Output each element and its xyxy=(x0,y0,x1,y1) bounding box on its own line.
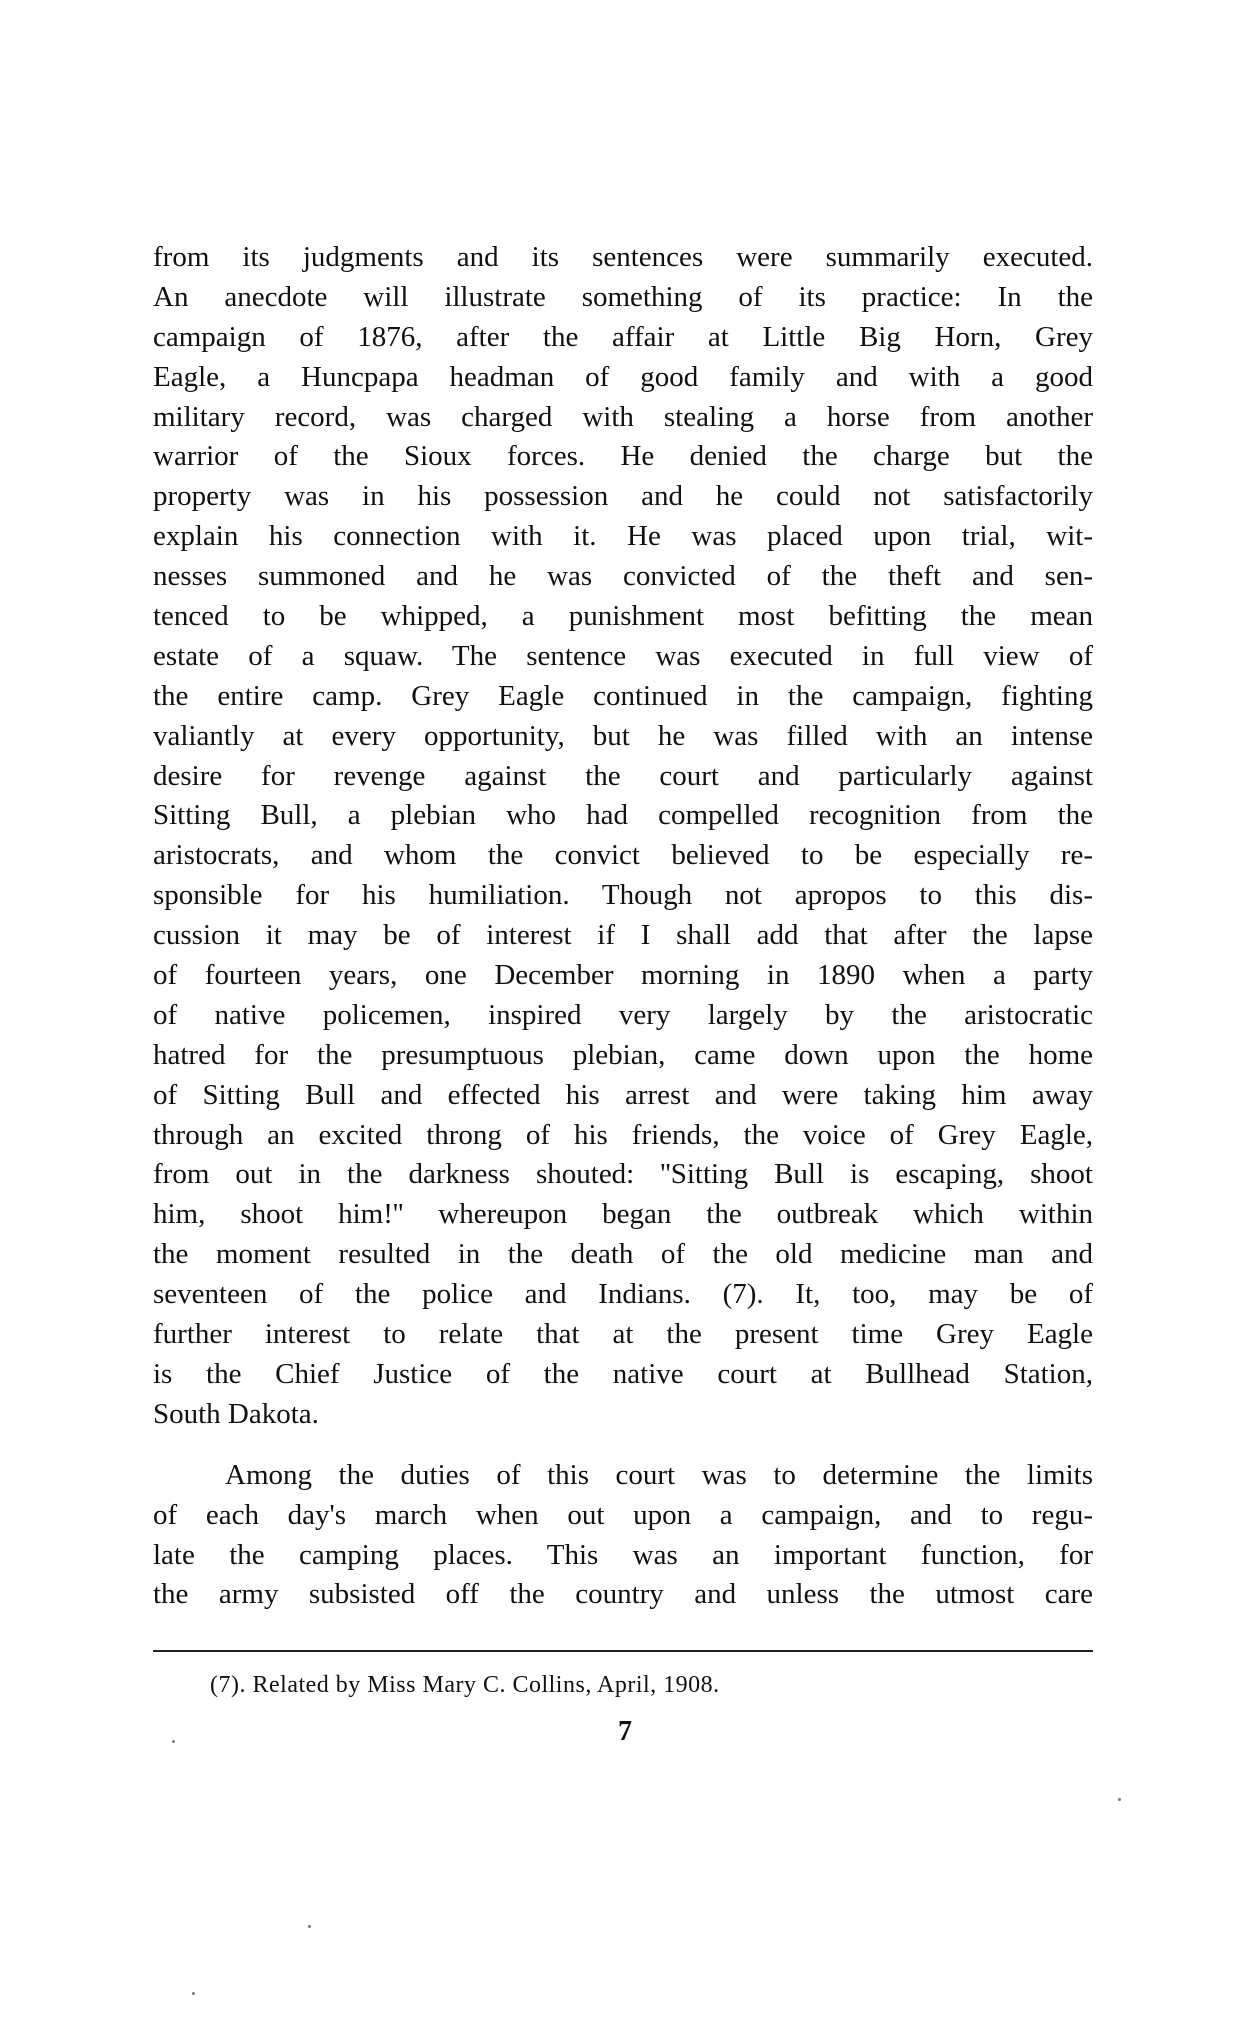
text-line: nesses summoned and he was convicted of the theft and sen- xyxy=(153,560,1093,593)
text-line: aristocrats, and whom the convict believed to be especially re- xyxy=(153,839,1093,872)
text-line: campaign of 1876, after the affair at Little Big Horn, Grey xyxy=(153,320,1093,353)
paragraph-2 xyxy=(153,1456,1093,1616)
text-line: warrior of the Sioux forces. He denied the charge but the xyxy=(153,440,1093,473)
text-line: is the Chief Justice of the native court at Bullhead Station, xyxy=(153,1357,1093,1390)
text-line: hatred for the presumptuous plebian, came down upon the home xyxy=(153,1038,1093,1071)
text-line: the moment resulted in the death of the old medicine man and xyxy=(153,1238,1093,1271)
body-text xyxy=(153,238,1093,1615)
text-line: further interest to relate that at the present time Grey Eagle xyxy=(153,1318,1093,1351)
text-line: of native policemen, inspired very largely by the aristocratic xyxy=(153,998,1093,1031)
text-line: valiantly at every opportunity, but he was filled with an intense xyxy=(153,719,1093,752)
paragraph-1 xyxy=(153,238,1093,1435)
text-line: cussion it may be of interest if I shall add that after the lapse xyxy=(153,919,1093,952)
paragraph-gap xyxy=(153,1435,1093,1456)
text-line: An anecdote will illustrate something of its practice: In the xyxy=(153,280,1093,313)
text-line: from its judgments and its sentences were summarily executed. xyxy=(153,241,1093,273)
scan-speck xyxy=(172,1740,175,1743)
text-line: sponsible for his humiliation. Though not apropos to this dis- xyxy=(153,879,1093,912)
text-line: explain his connection with it. He was placed upon trial, wit- xyxy=(153,520,1093,553)
text-line: of fourteen years, one December morning in 1890 when a party xyxy=(153,959,1093,992)
text-line: through an excited throng of his friends, the voice of Grey Eagle, xyxy=(153,1118,1093,1151)
text-line: seventeen of the police and Indians. (7). It, too, may be of xyxy=(153,1278,1093,1311)
text-line: tenced to be whipped, a punishment most befitting the mean xyxy=(153,600,1093,633)
text-line: military record, was charged with stealing a horse from another xyxy=(153,400,1093,433)
text-line: him, shoot him!'' whereupon began the outbreak which within xyxy=(153,1198,1093,1231)
text-line: Eagle, a Huncpapa headman of good family and with a good xyxy=(153,360,1093,393)
text-line: South Dakota. xyxy=(153,1397,319,1430)
text-line: from out in the darkness shouted: ''Sitting Bull is escaping, shoot xyxy=(153,1158,1093,1191)
text-line: the army subsisted off the country and unless the utmost care xyxy=(153,1578,1093,1611)
text-line: property was in his possession and he could not satisfactorily xyxy=(153,480,1093,513)
scan-speck xyxy=(192,1992,195,1995)
text-line: of each day's march when out upon a campaign, and to regu- xyxy=(153,1498,1093,1531)
text-line: the entire camp. Grey Eagle continued in the campaign, fighting xyxy=(153,679,1093,712)
scan-speck xyxy=(308,1925,311,1928)
page-number: 7 xyxy=(618,1716,632,1747)
text-line: Sitting Bull, a plebian who had compelled recognition from the xyxy=(153,799,1093,832)
text-line: Among the duties of this court was to determine the limits xyxy=(225,1458,1093,1491)
footnote: (7). Related by Miss Mary C. Collins, April, 1908. xyxy=(210,1672,720,1698)
scan-speck xyxy=(1118,1798,1121,1801)
text-line: of Sitting Bull and effected his arrest and were taking him away xyxy=(153,1078,1093,1111)
footnote-rule xyxy=(153,1650,1093,1652)
text-line: desire for revenge against the court and particularly against xyxy=(153,759,1093,792)
text-line: estate of a squaw. The sentence was executed in full view of xyxy=(153,639,1093,672)
text-line: late the camping places. This was an important function, for xyxy=(153,1538,1093,1571)
